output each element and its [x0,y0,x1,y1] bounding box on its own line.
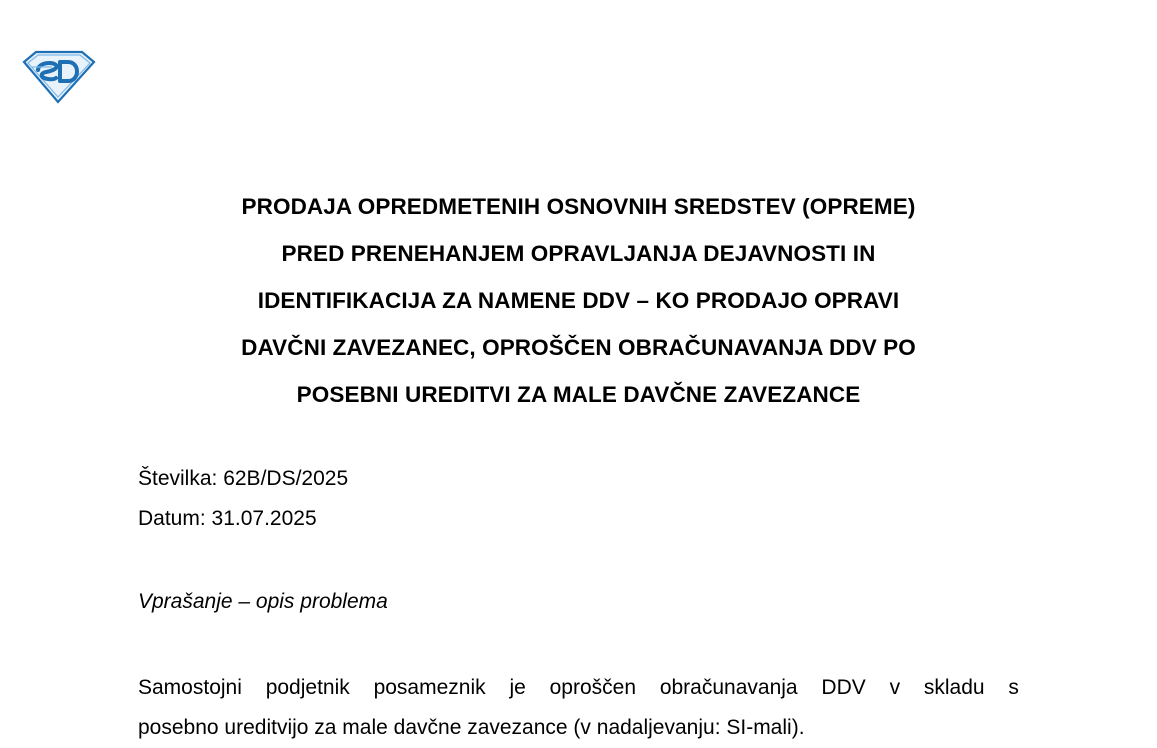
body-word: obračunavanja [659,676,798,699]
title-line-2: PRED PRENEHANJEM OPRAVLJANJA DEJAVNOSTI IN [281,241,876,266]
title-line-5: POSEBNI UREDITVI ZA MALE DAVČNE ZAVEZANCE [296,382,861,407]
title-line-3: IDENTIFIKACIJA ZA NAMENE DDV – KO PRODAJO OPRAVI [257,288,900,313]
company-logo [22,48,96,104]
document-date: Datum: 31.07.2025 [138,507,317,530]
company-logo-shield-icon [22,48,96,104]
title-line-4: DAVČNI ZAVEZANEC, OPROŠČEN OBRAČUNAVANJA DDV PO [241,335,916,360]
title-line-1: PRODAJA OPREDMETENIH OSNOVNIH SREDSTEV (OPREME) [241,194,916,219]
body-paragraph [138,668,1019,748]
body-word: s [1008,676,1019,699]
body-word: podjetnik [265,676,350,699]
body-word: Samostojni [138,676,242,699]
body-word: DDV [821,676,866,699]
body-word: oproščen [549,676,637,699]
document-title [138,183,1019,418]
body-line-2: posebno ureditvijo za male davčne zavezance (v nadaljevanju: SI-mali). [138,716,805,739]
body-line-1 [138,668,1019,708]
body-word: je [509,676,526,699]
body-word: posameznik [373,676,486,699]
question-heading: Vprašanje – opis problema [138,590,388,613]
body-word: v [889,676,901,699]
body-word: skladu [923,676,985,699]
document-number: Številka: 62B/DS/2025 [138,467,349,490]
